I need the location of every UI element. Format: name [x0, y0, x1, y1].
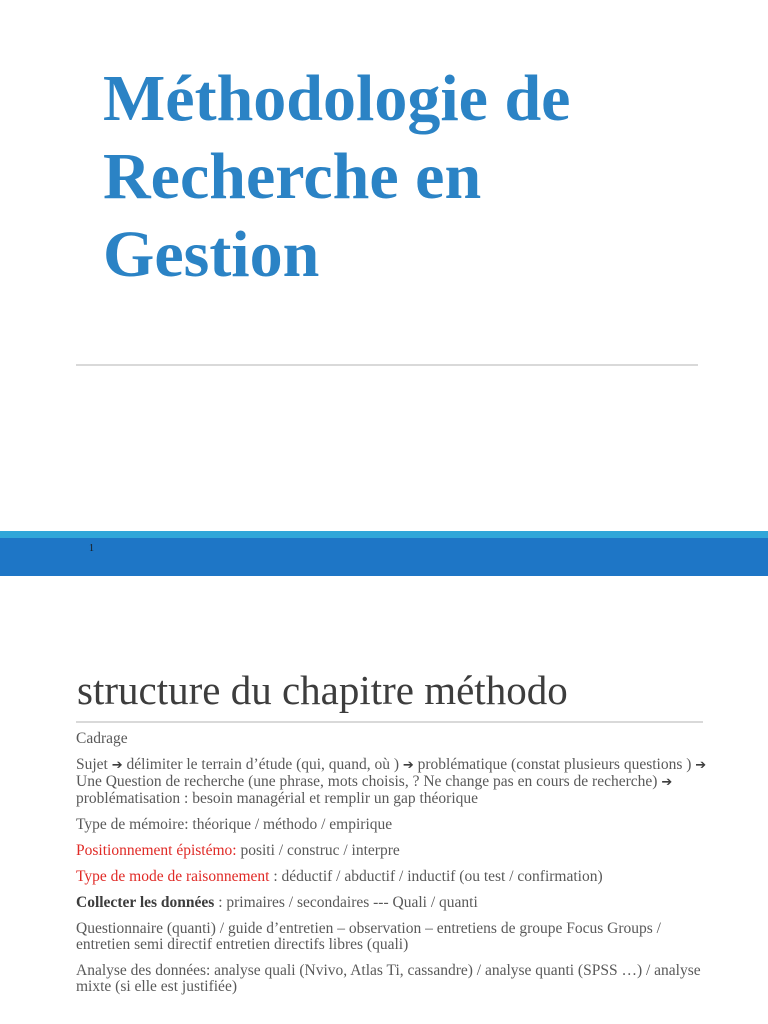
title-line-2: Recherche en	[103, 140, 482, 213]
title-divider	[76, 364, 698, 366]
episte-paragraph	[76, 843, 716, 859]
arrow-right-icon: ➔	[111, 758, 123, 773]
arrow-right-icon: ➔	[661, 775, 673, 790]
sujet-text-3: Une Question de recherche (une phrase, mots choisis, ? Ne change pas en cours de recherche)	[76, 773, 662, 790]
collecter-label: Collecter les données	[76, 894, 215, 911]
raisonnement-paragraph	[76, 869, 716, 885]
sujet-label: Sujet	[76, 756, 108, 773]
questionnaire-text: Questionnaire (quanti) / guide d’entretien – observation – entretiens de groupe Focus Groups / entretien semi directif entretien directifs libres (quali)	[76, 920, 661, 953]
title-line-1: Méthodologie de	[103, 62, 571, 135]
slide-number: 1	[89, 543, 94, 554]
raisonnement-label: Type de mode de raisonnement	[76, 868, 270, 885]
cadrage-text: Cadrage	[76, 730, 128, 747]
episte-text: positi / construc / interpre	[236, 842, 400, 859]
title-line-3: Gestion	[103, 218, 320, 291]
sujet-paragraph	[76, 757, 716, 807]
raisonnement-text: : déductif / abductif / inductif (ou test / confirmation)	[269, 868, 603, 885]
slide-title-divider	[76, 721, 703, 723]
arrow-right-icon: ➔	[695, 758, 707, 773]
slide-body	[76, 731, 716, 1005]
episte-label: Positionnement épistémo:	[76, 842, 237, 859]
sujet-text-4: problématisation : besoin managérial et remplir un gap théorique	[76, 790, 479, 807]
type-memoire-text: Type de mémoire: théorique / méthodo / empirique	[76, 816, 393, 833]
footer-bar	[0, 538, 768, 576]
sujet-text-1: délimiter le terrain d’étude (qui, quand, où )	[122, 756, 403, 773]
collecter-text: : primaires / secondaires --- Quali / quanti	[214, 894, 478, 911]
presentation-title	[103, 60, 723, 294]
collecter-paragraph	[76, 895, 716, 911]
footer-accent-bar	[0, 531, 768, 538]
arrow-right-icon: ➔	[402, 758, 414, 773]
slide-title: structure du chapitre méthodo	[77, 667, 568, 713]
sujet-text-2: problématique (constat plusieurs questions )	[413, 756, 696, 773]
analyse-text: Analyse des données: analyse quali (Nvivo, Atlas Ti, cassandre) / analyse quanti (SPSS …) / analyse mixte (si elle est justifiée)	[76, 962, 701, 995]
